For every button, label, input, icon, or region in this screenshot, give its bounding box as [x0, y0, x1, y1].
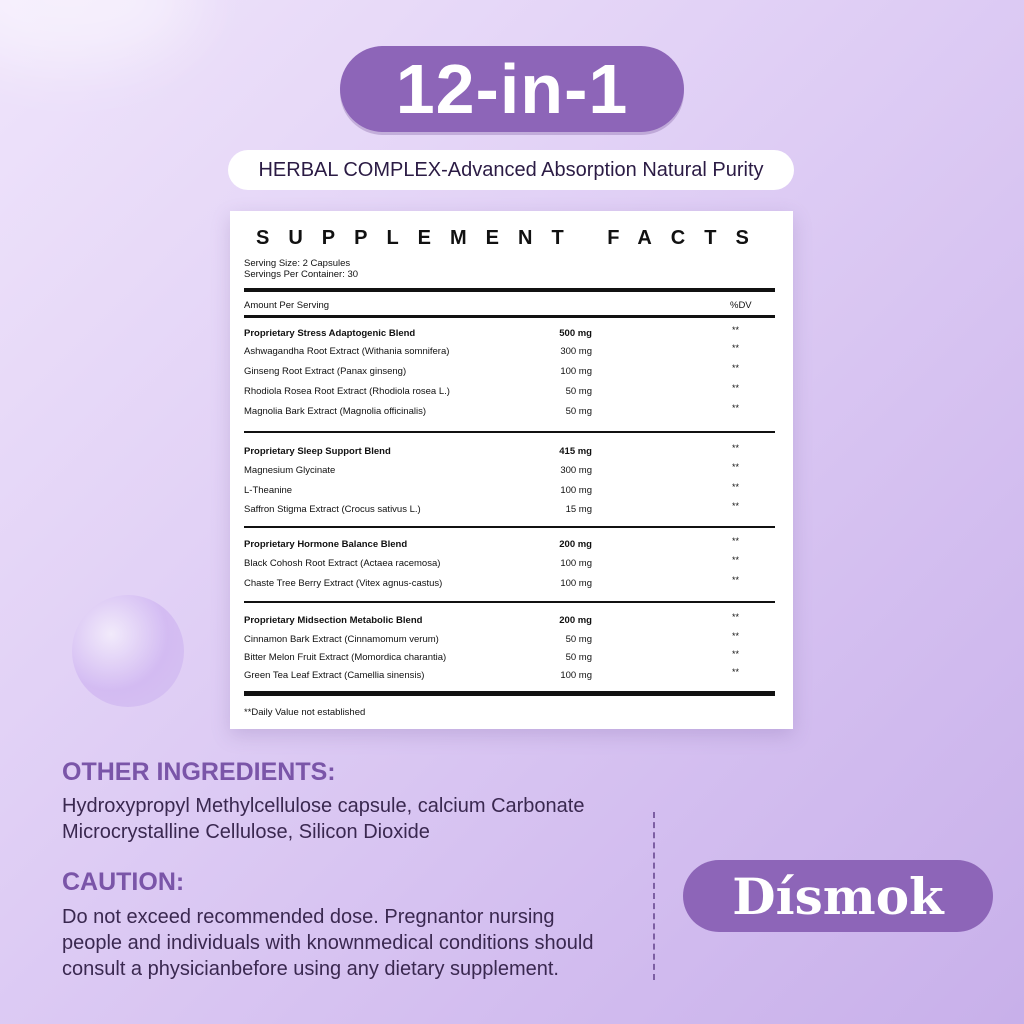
- ingredient-dv: **: [732, 649, 740, 659]
- ingredient-amount: 50 mg: [565, 634, 592, 645]
- ingredient-row: [244, 649, 775, 666]
- serving-size: Serving Size: 2 Capsules: [244, 258, 351, 269]
- blend-name: Proprietary Hormone Balance Blend: [244, 539, 408, 550]
- amount-per-serving-label: Amount Per Serving: [244, 300, 330, 311]
- page-title: 12-in-1: [340, 46, 684, 132]
- ingredient-dv: **: [732, 501, 740, 511]
- ingredient-name: L-Theanine: [244, 485, 293, 496]
- blend-row: [244, 612, 775, 629]
- ingredient-dv: **: [732, 462, 740, 472]
- blend-amount: 415 mg: [559, 446, 592, 457]
- ingredient-row: [244, 403, 775, 420]
- supplement-facts-title: SUPPLEMENT FACTS: [256, 227, 768, 249]
- ingredient-amount: 50 mg: [565, 406, 592, 417]
- ingredient-dv: **: [732, 403, 740, 413]
- ingredient-amount: 300 mg: [560, 346, 592, 357]
- ingredient-name: Chaste Tree Berry Extract (Vitex agnus-castus): [244, 578, 443, 589]
- ingredient-dv: **: [732, 631, 740, 641]
- rule-thick: [244, 315, 775, 318]
- rule-divider: [244, 526, 775, 528]
- ingredient-row: [244, 555, 775, 572]
- ingredient-row: [244, 343, 775, 360]
- blend-amount: 500 mg: [559, 328, 592, 339]
- blend-amount: 200 mg: [559, 539, 592, 550]
- blend-row: [244, 325, 775, 342]
- other-ingredients-line: Hydroxypropyl Methylcellulose capsule, calcium Carbonate: [62, 795, 585, 817]
- blend-name: Proprietary Stress Adaptogenic Blend: [244, 328, 416, 339]
- caution-line: people and individuals with knownmedical conditions should: [62, 932, 594, 954]
- serving-info: [244, 258, 358, 280]
- dv-label: %DV: [730, 300, 752, 311]
- ingredient-amount: 50 mg: [565, 386, 592, 397]
- ingredient-amount: 100 mg: [560, 558, 592, 569]
- blend-name: Proprietary Sleep Support Blend: [244, 446, 391, 457]
- ingredient-amount: 50 mg: [565, 652, 592, 663]
- ingredient-amount: 15 mg: [565, 504, 592, 515]
- ingredient-dv: **: [732, 343, 740, 353]
- dashed-divider: [653, 812, 655, 980]
- other-ingredients-text: [62, 793, 584, 845]
- ingredient-amount: 100 mg: [560, 670, 592, 681]
- blend-dv: **: [732, 612, 740, 622]
- ingredient-dv: **: [732, 363, 740, 373]
- ingredient-name: Green Tea Leaf Extract (Camellia sinensis): [244, 670, 425, 681]
- blend-dv: **: [732, 536, 740, 546]
- subtitle-banner: HERBAL COMPLEX-Advanced Absorption Natural Purity: [228, 150, 794, 190]
- caution-text: [62, 904, 593, 982]
- brand-logo: Dísmok: [683, 860, 993, 932]
- footnote: **Daily Value not established: [244, 707, 366, 718]
- ingredient-dv: **: [732, 575, 740, 585]
- ingredient-name: Ginseng Root Extract (Panax ginseng): [244, 366, 407, 377]
- ingredient-amount: 100 mg: [560, 485, 592, 496]
- ingredient-row: [244, 575, 775, 592]
- ingredient-row: [244, 363, 775, 380]
- ingredient-dv: **: [732, 667, 740, 677]
- caution-line: Do not exceed recommended dose. Pregnantor nursing: [62, 906, 555, 928]
- ingredient-name: Bitter Melon Fruit Extract (Momordica charantia): [244, 652, 447, 663]
- ingredient-row: [244, 501, 775, 518]
- rule-thick: [244, 288, 775, 292]
- rule-thick: [244, 691, 775, 696]
- decorative-bubble: [72, 595, 184, 707]
- ingredient-row: [244, 667, 775, 684]
- ingredient-name: Magnesium Glycinate: [244, 465, 336, 476]
- ingredient-row: [244, 462, 775, 479]
- servings-per-container: Servings Per Container: 30: [244, 269, 359, 280]
- ingredient-row: [244, 383, 775, 400]
- ingredient-name: Ashwagandha Root Extract (Withania somnifera): [244, 346, 450, 357]
- ingredient-name: Saffron Stigma Extract (Crocus sativus L.): [244, 504, 421, 515]
- blend-dv: **: [732, 443, 740, 453]
- other-ingredients-title: OTHER INGREDIENTS:: [62, 758, 336, 786]
- ingredient-amount: 300 mg: [560, 465, 592, 476]
- blend-row: [244, 536, 775, 553]
- blend-row: [244, 443, 775, 460]
- ingredient-row: [244, 482, 775, 499]
- blend-dv: **: [732, 325, 740, 335]
- rule-divider: [244, 601, 775, 603]
- other-ingredients-line: Microcrystalline Cellulose, Silicon Dioxide: [62, 821, 430, 843]
- ingredient-amount: 100 mg: [560, 578, 592, 589]
- caution-line: consult a physicianbefore using any dietary supplement.: [62, 958, 559, 980]
- ingredient-row: [244, 631, 775, 648]
- ingredient-dv: **: [732, 482, 740, 492]
- rule-divider: [244, 431, 775, 433]
- blend-amount: 200 mg: [559, 615, 592, 626]
- ingredient-name: Magnolia Bark Extract (Magnolia officinalis): [244, 406, 426, 417]
- ingredient-dv: **: [732, 383, 740, 393]
- background-glow: [0, 0, 200, 70]
- supplement-facts-panel: [230, 211, 793, 729]
- caution-title: CAUTION:: [62, 868, 185, 896]
- ingredient-amount: 100 mg: [560, 366, 592, 377]
- ingredient-dv: **: [732, 555, 740, 565]
- ingredient-name: Rhodiola Rosea Root Extract (Rhodiola rosea L.): [244, 386, 450, 397]
- ingredient-name: Cinnamon Bark Extract (Cinnamomum verum): [244, 634, 439, 645]
- blend-name: Proprietary Midsection Metabolic Blend: [244, 615, 423, 626]
- ingredient-name: Black Cohosh Root Extract (Actaea racemosa): [244, 558, 441, 569]
